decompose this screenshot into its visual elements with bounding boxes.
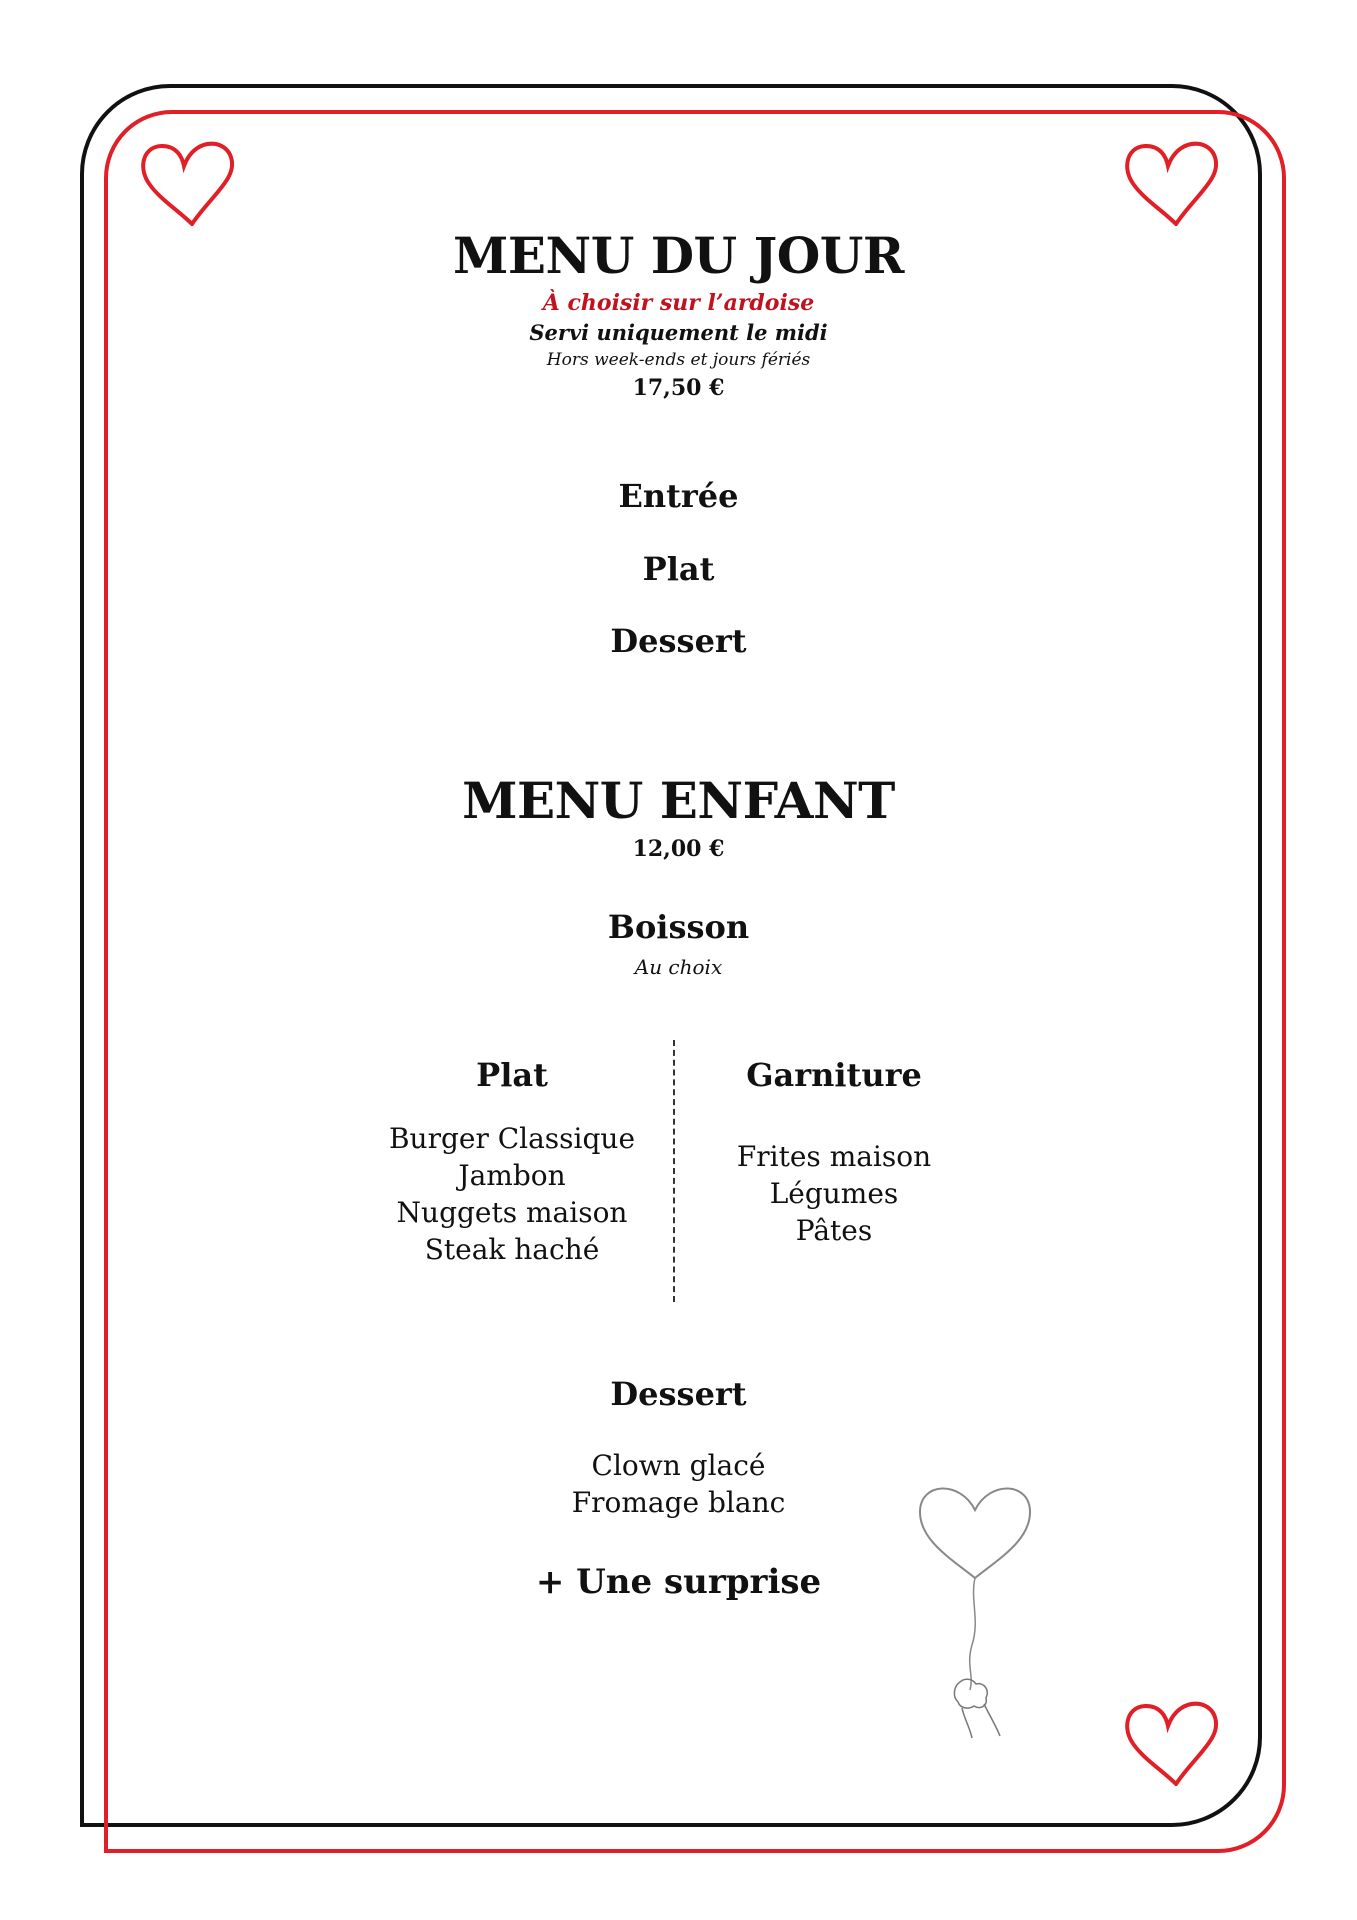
menu-du-jour-note: Hors week-ends et jours fériés (546, 350, 811, 370)
list-item: Nuggets maison (396, 1196, 628, 1229)
course-entree: Entrée (618, 477, 739, 515)
boisson-note: Au choix (634, 955, 723, 979)
list-item: Légumes (769, 1177, 899, 1210)
list-item: Clown glacé (591, 1449, 766, 1482)
plat-heading: Plat (476, 1056, 548, 1094)
list-item: Burger Classique (388, 1122, 636, 1155)
boisson-heading: Boisson (607, 908, 750, 946)
garniture-column (634, 1056, 1034, 1249)
list-item: Steak haché (424, 1233, 600, 1266)
menu-du-jour-subtitle-red: À choisir sur l’ardoise (542, 290, 815, 316)
dessert-heading: Dessert (610, 1375, 747, 1413)
list-item: Fromage blanc (571, 1486, 786, 1519)
menu-du-jour-title: MENU DU JOUR (453, 226, 904, 285)
menu-enfant-price: 12,00 € (632, 836, 725, 862)
menu-du-jour-price: 17,50 € (632, 375, 725, 401)
list-item: Jambon (458, 1159, 566, 1192)
heart-icon (1124, 1700, 1224, 1788)
menu-du-jour-subtitle: Servi uniquement le midi (529, 320, 828, 345)
list-item: Pâtes (795, 1214, 873, 1247)
list-item: Frites maison (736, 1140, 932, 1173)
course-dessert: Dessert (610, 622, 747, 660)
course-plat: Plat (642, 550, 715, 588)
heart-icon (140, 140, 240, 228)
heart-icon (1124, 140, 1224, 228)
surprise-line: + Une surprise (535, 1562, 822, 1602)
dessert-list (0, 1447, 1357, 1521)
menu-enfant-title: MENU ENFANT (462, 771, 895, 830)
heart-balloon-illustration (900, 1470, 1050, 1740)
garniture-heading: Garniture (746, 1056, 922, 1094)
